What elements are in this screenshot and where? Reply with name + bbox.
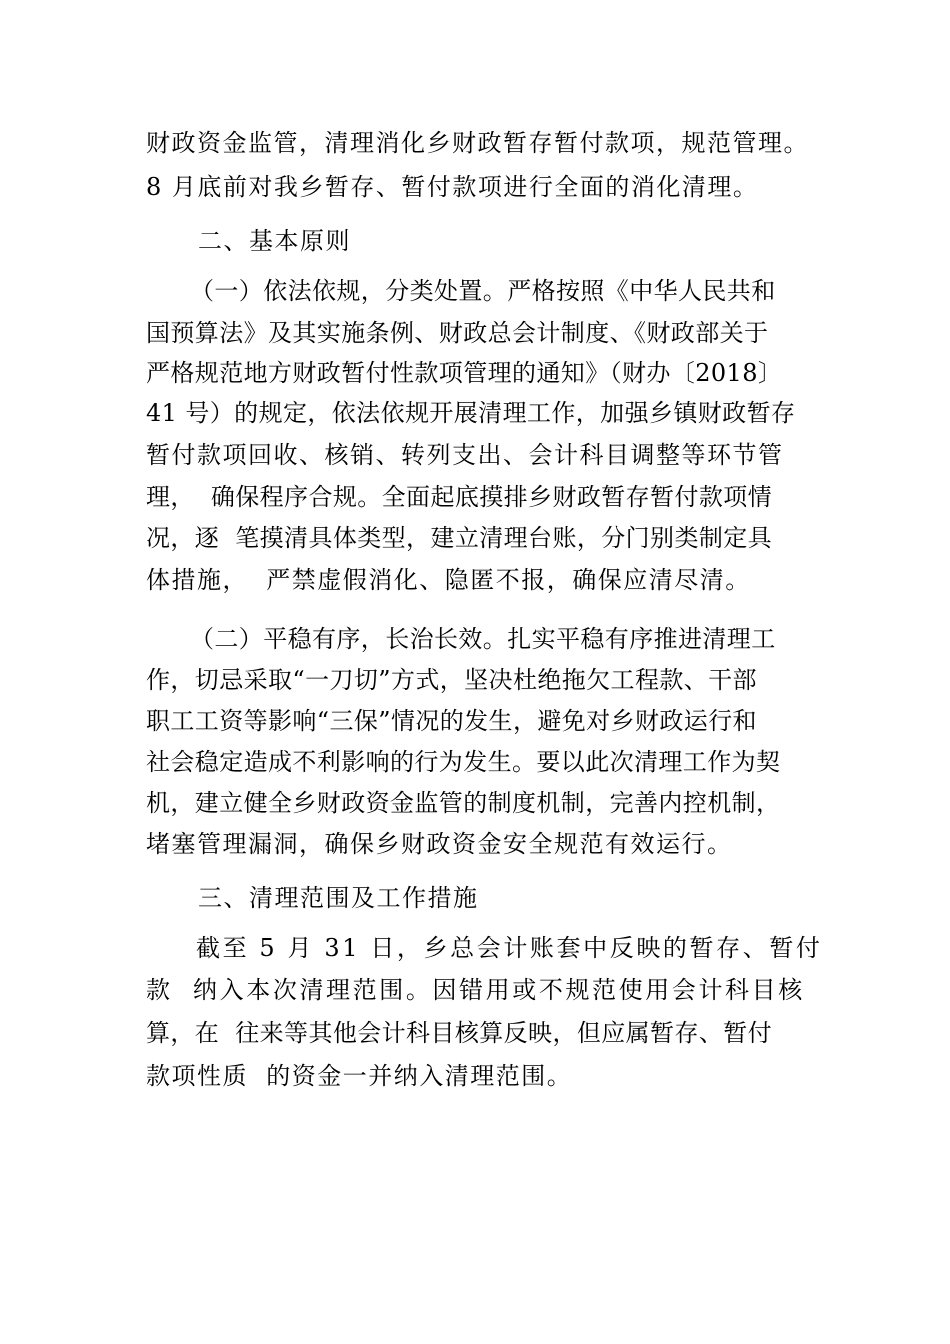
paragraph-1-line: 暂付款项回收、核销、转列支出、会计科目调整等环节管 — [146, 441, 784, 469]
paragraph-1-line: 严格规范地方财政暂付性款项管理的通知》（财办〔2018〕 — [146, 359, 783, 387]
body-text-line: 8 月底前对我乡暂存、暂付款项进行全面的消化清理。 — [146, 173, 759, 201]
paragraph-3-line: 款 纳入本次清理范围。因错用或不规范使用会计科目核 — [146, 976, 805, 1004]
paragraph-2-line: 社会稳定造成不利影响的行为发生。要以此次清理工作为契 — [146, 748, 781, 776]
section-heading-principles: 二、基本原则 — [198, 227, 351, 255]
paragraph-1-line: 况，逐 笔摸清具体类型，建立清理台账，分门别类制定具 — [146, 524, 773, 552]
section-heading-scope: 三、清理范围及工作措施 — [198, 884, 479, 912]
paragraph-1-line: 理， 确保程序合规。全面起底摸排乡财政暂存暂付款项情 — [146, 483, 773, 511]
paragraph-2-line: 堵塞管理漏洞，确保乡财政资金安全规范有效运行。 — [146, 830, 733, 858]
paragraph-3-line: 截至 5 月 31 日，乡总会计账套中反映的暂存、暂付 — [196, 934, 823, 962]
body-text-line: 财政资金监管，清理消化乡财政暂存暂付款项，规范管理。 — [146, 129, 809, 157]
paragraph-1-line: 41 号）的规定，依法依规开展清理工作，加强乡镇财政暂存 — [146, 399, 796, 427]
paragraph-2-line: 作，切忌采取“一刀切”方式，坚决杜绝拖欠工程款、干部 — [146, 666, 757, 694]
paragraph-1-line: 国预算法》及其实施条例、财政总会计制度、《财政部关于 — [146, 319, 769, 347]
paragraph-2-line: 职工工资等影响“三保”情况的发生，避免对乡财政运行和 — [146, 707, 757, 735]
paragraph-2-line: 机，建立健全乡财政资金监管的制度机制，完善内控机制， — [146, 789, 781, 817]
paragraph-1-line: （一）依法依规，分类处置。严格按照《中华人民共和 — [190, 277, 776, 305]
paragraph-1-line: 体措施， 严禁虚假消化、隐匿不报，确保应清尽清。 — [146, 566, 751, 594]
paragraph-2-line: （二）平稳有序，长治长效。扎实平稳有序推进清理工 — [190, 625, 776, 653]
paragraph-3-line: 算，在 往来等其他会计科目核算反映，但应属暂存、暂付 — [146, 1019, 773, 1047]
paragraph-3-line: 款项性质 的资金一并纳入清理范围。 — [146, 1062, 573, 1090]
